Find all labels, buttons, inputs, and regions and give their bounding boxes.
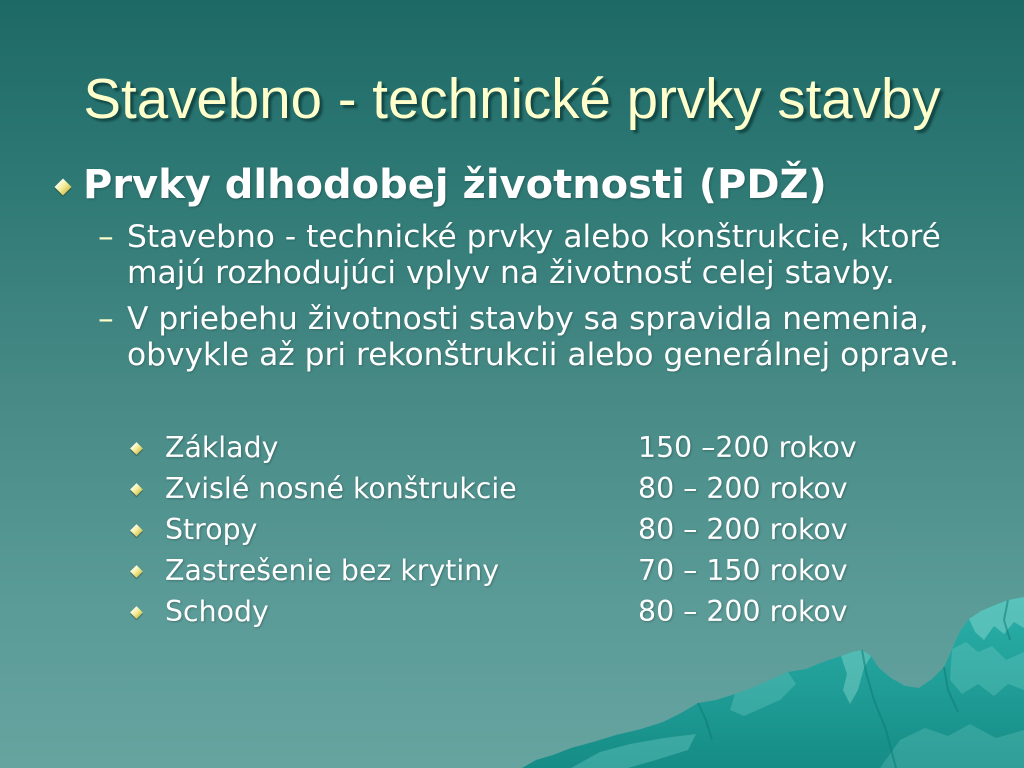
lifespan-item [0,509,1024,550]
sub-bullet [0,301,1024,373]
sub-bullet-line: majú rozhodujúci vplyv na životnosť celej stavby. [127,255,895,291]
lifespan-item [0,427,1024,468]
sub-bullet-line: V priebehu životnosti stavby sa spravidla nemenia, [127,301,929,337]
dash-marker: – [98,219,114,255]
sub-bullet-line: Stavebno - technické prvky alebo konštrukcie, ktoré [127,219,941,255]
lifespan-value: 80 – 200 rokov [638,472,848,505]
diamond-bullet-icon [130,483,143,496]
building-element-label: Schody [165,595,269,628]
dash-marker: – [98,301,114,337]
lifespan-item [0,468,1024,509]
lifespan-item [0,550,1024,591]
diamond-bullet-icon [130,606,143,619]
diamond-bullet-icon [130,442,143,455]
bullet-level1-text: Prvky dlhodobej životnosti (PDŽ) [83,162,827,208]
slide-title: Stavebno - technické prvky stavby [83,67,941,130]
lifespan-value: 70 – 150 rokov [638,554,848,587]
lifespan-value: 80 – 200 rokov [638,513,848,546]
sub-bullet-line: obvykle až pri rekonštrukcii alebo generálnej oprave. [127,337,959,373]
sub-bullet [0,219,1024,291]
building-element-label: Stropy [165,513,258,546]
building-element-label: Zastrešenie bez krytiny [165,554,500,587]
diamond-bullet-icon [130,524,143,537]
diamond-bullet-icon [130,565,143,578]
lifespan-value: 80 – 200 rokov [638,595,848,628]
building-element-label: Základy [165,431,279,464]
lifespan-item [0,591,1024,632]
building-element-label: Zvislé nosné konštrukcie [165,472,517,505]
lifespan-value: 150 –200 rokov [638,431,857,464]
